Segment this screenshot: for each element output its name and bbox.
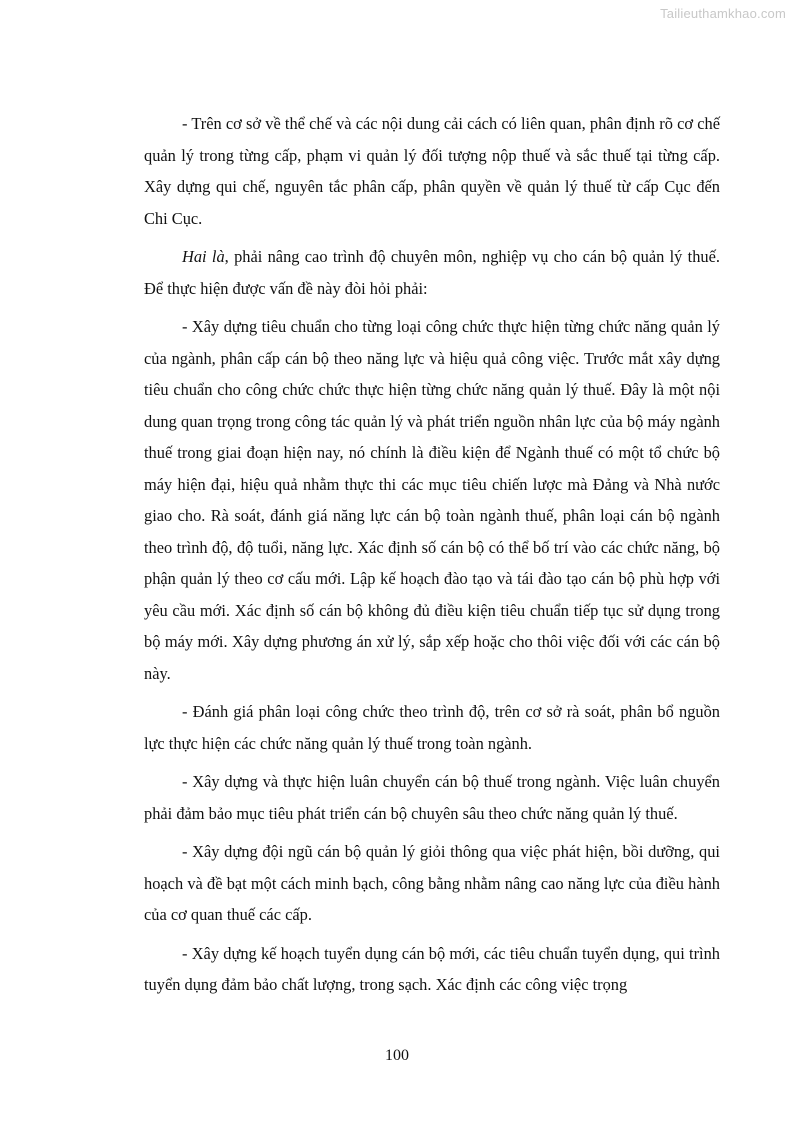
watermark: Tailieuthamkhao.com bbox=[660, 6, 786, 21]
italic-lead: Hai là bbox=[182, 247, 225, 266]
paragraph: - Đánh giá phân loại công chức theo trình độ, trên cơ sở rà soát, phân bổ nguồn lực thực hiện các chức năng quản lý thuế trong toàn ngành. bbox=[144, 702, 720, 753]
paragraph: - Xây dựng tiêu chuẩn cho từng loại công chức thực hiện từng chức năng quản lý của ngành, phân cấp cán bộ theo năng lực và hiệu quả công việc. Trước mắt xây dựng tiêu chuẩn cho công chức chức thực hiện từng chức năng quản lý thuế. Đây là một nội dung quan trọng trong công tác quản lý và phát triển nguồn nhân lực của bộ máy ngành thuế trong giai đoạn hiện nay, nó chính là điều kiện để Ngành thuế có một tổ chức bộ máy hiện đại, hiệu quả nhằm thực thi các mục tiêu chiến lược mà Đảng và Nhà nước giao cho. Rà soát, đánh giá năng lực cán bộ toàn ngành thuế, phân loại cán bộ ngành theo trình độ, độ tuổi, năng lực. Xác định số cán bộ có thể bố trí vào các chức năng, bộ phận quản lý theo cơ cấu mới. Lập kế hoạch đào tạo và tái đào tạo cán bộ phù hợp với yêu cầu mới. Xác định số cán bộ không đủ điều kiện tiêu chuẩn tiếp tục sử dụng trong bộ máy mới. Xây dựng phương án xử lý, sắp xếp hoặc cho thôi việc đối với các cán bộ này. bbox=[144, 317, 720, 683]
paragraph-text: , phải nâng cao trình độ chuyên môn, nghiệp vụ cho cán bộ quản lý thuế. Để thực hiện được vấn đề này đòi hỏi phải: bbox=[144, 247, 720, 298]
paragraph: - Xây dựng kế hoạch tuyển dụng cán bộ mới, các tiêu chuẩn tuyển dụng, qui trình tuyển dụng đảm bảo chất lượng, trong sạch. Xác định các công việc trọng bbox=[144, 943, 720, 994]
paragraph: - Xây dựng và thực hiện luân chuyển cán bộ thuế trong ngành. Việc luân chuyển phải đảm bảo mục tiêu phát triển cán bộ chuyên sâu theo chức năng quản lý thuế. bbox=[144, 772, 720, 823]
paragraph bbox=[144, 241, 720, 304]
page-number: 100 bbox=[385, 1047, 409, 1064]
paragraph: - Trên cơ sở về thể chế và các nội dung cải cách có liên quan, phân định rõ cơ chế quản lý trong từng cấp, phạm vi quản lý đối tượng nộp thuế và sắc thuế tại từng cấp. Xây dựng qui chế, nguyên tắc phân cấp, phân quyền về quản lý thuế từ cấp Cục đến Chi Cục. bbox=[144, 114, 720, 228]
document-body bbox=[144, 108, 720, 1001]
paragraph: - Xây dựng đội ngũ cán bộ quản lý giỏi thông qua việc phát hiện, bồi dưỡng, qui hoạch và đề bạt một cách minh bạch, công bằng nhằm nâng cao năng lực của điều hành của cơ quan thuế các cấp. bbox=[144, 842, 720, 924]
